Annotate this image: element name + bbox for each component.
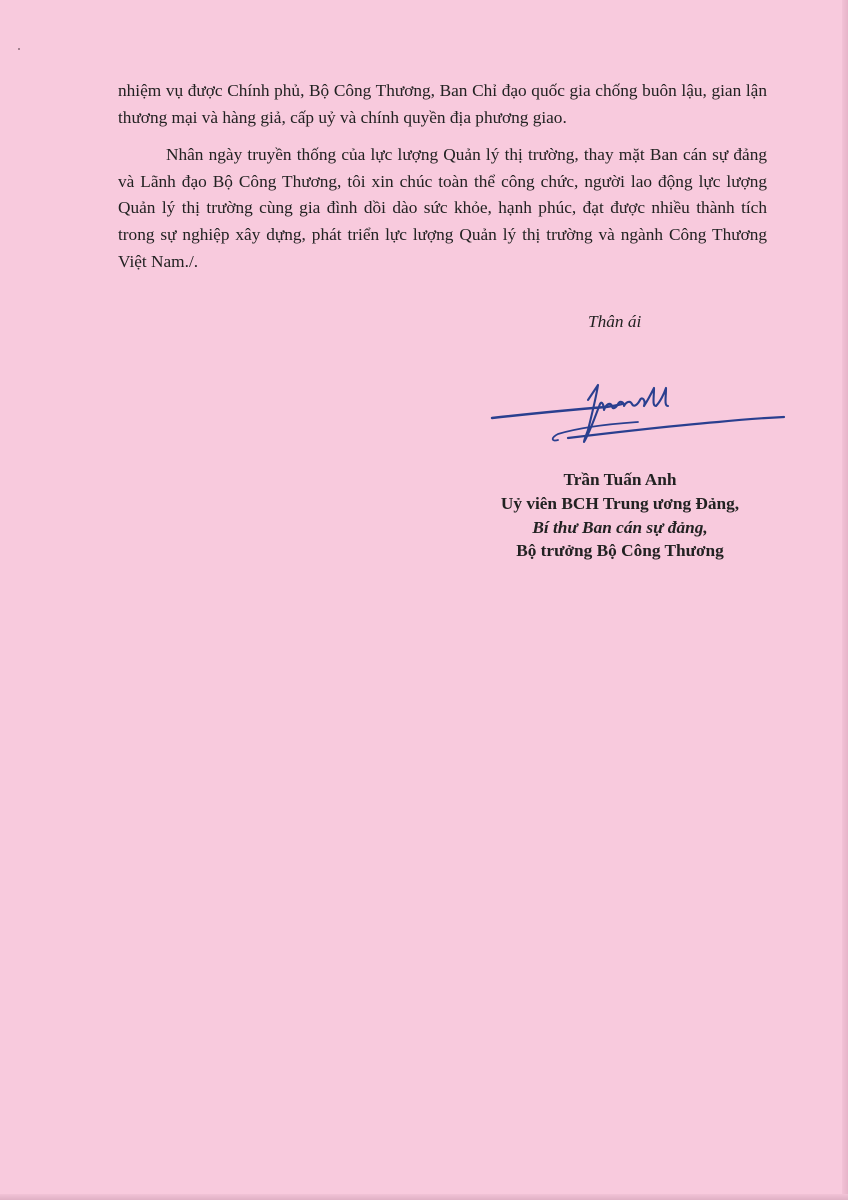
- body-paragraph-1: nhiệm vụ được Chính phủ, Bộ Công Thương, Ban Chỉ đạo quốc gia chống buôn lậu, gian lận thương mại và hàng giả, cấp uỷ và chính quyền địa phương giao.: [118, 81, 767, 127]
- scan-speck: [18, 48, 20, 50]
- page-edge-bottom: [0, 1194, 848, 1200]
- handwritten-signature: [488, 380, 788, 450]
- signer-role-3: Bộ trưởng Bộ Công Thương: [516, 541, 724, 561]
- signer-role-2: Bí thư Ban cán sự đảng,: [532, 517, 708, 537]
- signer-name: Trần Tuấn Anh: [563, 470, 677, 489]
- signer-role-1: Uỷ viên BCH Trung ương Đảng,: [500, 493, 740, 513]
- letter-body: [118, 78, 767, 275]
- signer-block: [470, 468, 770, 563]
- closing-salutation: Thân ái: [588, 312, 642, 331]
- page-edge-right: [842, 0, 848, 1200]
- body-paragraph-2: Nhân ngày truyền thống của lực lượng Quản lý thị trường, thay mặt Ban cán sự đảng và Lãnh đạo Bộ Công Thương, tôi xin chúc toàn thể công chức, người lao động lực lượng Quản lý thị trường cùng gia đình dồi dào sức khỏe, hạnh phúc, đạt được nhiều thành tích trong sự nghiệp xây dựng, phát triển lực lượng Quản lý thị trường và ngành Công Thương Việt Nam./.: [118, 145, 767, 271]
